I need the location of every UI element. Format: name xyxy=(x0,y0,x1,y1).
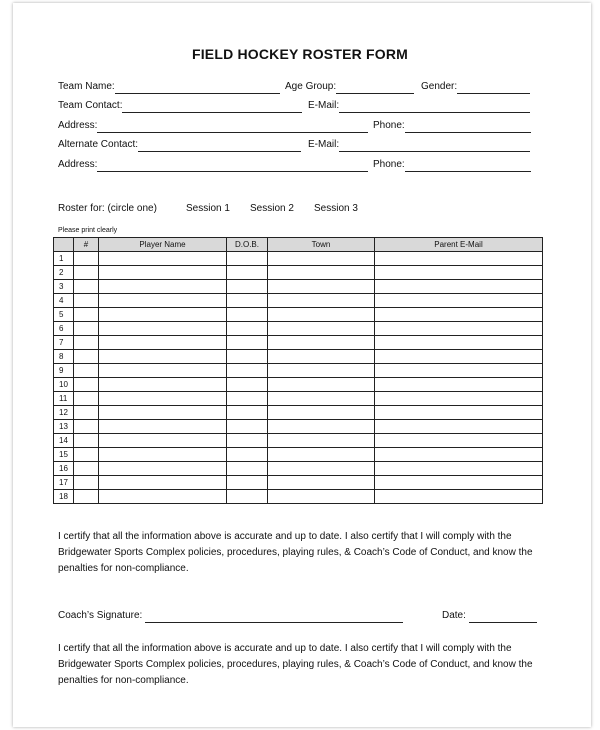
dob-cell[interactable] xyxy=(227,378,268,392)
player-name-cell[interactable] xyxy=(99,252,227,266)
parent-email-cell[interactable] xyxy=(375,448,543,462)
row-number: 7 xyxy=(54,336,74,350)
parent-email-cell[interactable] xyxy=(375,406,543,420)
row-hash-cell[interactable] xyxy=(74,294,99,308)
roster-header-row xyxy=(54,238,543,252)
parent-email-cell[interactable] xyxy=(375,364,543,378)
date-blank[interactable] xyxy=(469,611,537,623)
parent-email-cell[interactable] xyxy=(375,350,543,364)
alternate-contact-label: Alternate Contact: xyxy=(58,139,139,150)
header-parent-email: Parent E-Mail xyxy=(375,238,543,252)
player-name-cell[interactable] xyxy=(99,406,227,420)
coach-signature-label: Coach’s Signature: xyxy=(58,610,143,621)
session-3-option[interactable]: Session 3 xyxy=(314,203,358,214)
table-row xyxy=(54,434,543,448)
parent-email-cell[interactable] xyxy=(375,490,543,504)
phone-label-1: Phone: xyxy=(373,120,405,131)
table-row xyxy=(54,280,543,294)
certification-text-1: I certify that all the information above is accurate and up to date. I also certify that I will comply with the Bridgewater Sports Complex policies, procedures, playing rules, & Coach’s Code of Conduct, and know the penalties for non-compliance. xyxy=(58,531,533,574)
dob-cell[interactable] xyxy=(227,252,268,266)
row-hash-cell[interactable] xyxy=(74,280,99,294)
email-blank-2[interactable] xyxy=(339,140,530,152)
parent-email-cell[interactable] xyxy=(375,280,543,294)
email-label-1: E-Mail: xyxy=(308,100,340,111)
address-blank-1[interactable] xyxy=(97,121,368,133)
dob-cell[interactable] xyxy=(227,406,268,420)
header-player-name: Player Name xyxy=(99,238,227,252)
player-name-cell[interactable] xyxy=(99,434,227,448)
table-row xyxy=(54,252,543,266)
row-hash-cell[interactable] xyxy=(74,392,99,406)
phone-field-1[interactable] xyxy=(373,119,531,133)
dob-cell[interactable] xyxy=(227,322,268,336)
town-cell[interactable] xyxy=(268,420,375,434)
team-name-field[interactable] xyxy=(58,80,280,94)
town-cell[interactable] xyxy=(268,448,375,462)
date-field[interactable] xyxy=(442,609,537,623)
table-row xyxy=(54,308,543,322)
town-cell[interactable] xyxy=(268,434,375,448)
email-blank-1[interactable] xyxy=(339,101,530,113)
header-number: # xyxy=(74,238,99,252)
phone-blank-2[interactable] xyxy=(405,160,531,172)
table-row xyxy=(54,476,543,490)
table-row xyxy=(54,322,543,336)
row-number: 12 xyxy=(54,406,74,420)
table-row xyxy=(54,462,543,476)
table-row xyxy=(54,266,543,280)
town-cell[interactable] xyxy=(268,266,375,280)
town-cell[interactable] xyxy=(268,350,375,364)
parent-email-cell[interactable] xyxy=(375,392,543,406)
player-name-cell[interactable] xyxy=(99,322,227,336)
town-cell[interactable] xyxy=(268,336,375,350)
row-hash-cell[interactable] xyxy=(74,434,99,448)
row-number: 15 xyxy=(54,448,74,462)
town-cell[interactable] xyxy=(268,308,375,322)
row-number: 17 xyxy=(54,476,74,490)
certification-text-2: I certify that all the information above is accurate and up to date. I also certify that I will comply with the Bridgewater Sports Complex policies, procedures, playing rules, & Coach’s Code of Conduct, and know the penalties for non-compliance. xyxy=(58,643,533,686)
row-hash-cell[interactable] xyxy=(74,336,99,350)
row-number: 5 xyxy=(54,308,74,322)
dob-cell[interactable] xyxy=(227,434,268,448)
dob-cell[interactable] xyxy=(227,308,268,322)
player-name-cell[interactable] xyxy=(99,420,227,434)
address-label-1: Address: xyxy=(58,120,98,131)
player-name-cell[interactable] xyxy=(99,280,227,294)
form-title: FIELD HOCKEY ROSTER FORM xyxy=(191,46,409,62)
row-number: 14 xyxy=(54,434,74,448)
row-number: 16 xyxy=(54,462,74,476)
row-hash-cell[interactable] xyxy=(74,462,99,476)
age-group-blank[interactable] xyxy=(336,82,414,94)
player-name-cell[interactable] xyxy=(99,308,227,322)
table-row xyxy=(54,448,543,462)
parent-email-cell[interactable] xyxy=(375,420,543,434)
row-number: 10 xyxy=(54,378,74,392)
dob-cell[interactable] xyxy=(227,350,268,364)
row-hash-cell[interactable] xyxy=(74,322,99,336)
table-row xyxy=(54,350,543,364)
dob-cell[interactable] xyxy=(227,266,268,280)
player-name-cell[interactable] xyxy=(99,350,227,364)
parent-email-cell[interactable] xyxy=(375,462,543,476)
team-name-blank[interactable] xyxy=(115,82,280,94)
team-contact-label: Team Contact: xyxy=(58,100,123,111)
team-name-label: Team Name: xyxy=(58,81,115,92)
player-name-cell[interactable] xyxy=(99,294,227,308)
parent-email-cell[interactable] xyxy=(375,476,543,490)
address-label-2: Address: xyxy=(58,159,98,170)
address-blank-2[interactable] xyxy=(97,160,368,172)
table-row xyxy=(54,364,543,378)
date-label: Date: xyxy=(442,610,466,621)
row-hash-cell[interactable] xyxy=(74,406,99,420)
phone-blank-1[interactable] xyxy=(405,121,531,133)
row-number: 4 xyxy=(54,294,74,308)
row-hash-cell[interactable] xyxy=(74,252,99,266)
town-cell[interactable] xyxy=(268,490,375,504)
dob-cell[interactable] xyxy=(227,476,268,490)
dob-cell[interactable] xyxy=(227,364,268,378)
dob-cell[interactable] xyxy=(227,420,268,434)
player-name-cell[interactable] xyxy=(99,392,227,406)
parent-email-cell[interactable] xyxy=(375,378,543,392)
town-cell[interactable] xyxy=(268,322,375,336)
print-clearly-note: Please print clearly xyxy=(58,227,118,234)
town-cell[interactable] xyxy=(268,280,375,294)
parent-email-cell[interactable] xyxy=(375,434,543,448)
address-field-1[interactable] xyxy=(58,119,368,133)
row-number: 8 xyxy=(54,350,74,364)
parent-email-cell[interactable] xyxy=(375,336,543,350)
player-name-cell[interactable] xyxy=(99,462,227,476)
gender-field[interactable] xyxy=(421,80,530,94)
dob-cell[interactable] xyxy=(227,392,268,406)
town-cell[interactable] xyxy=(268,476,375,490)
dob-cell[interactable] xyxy=(227,462,268,476)
table-row xyxy=(54,420,543,434)
dob-cell[interactable] xyxy=(227,336,268,350)
row-number: 13 xyxy=(54,420,74,434)
alternate-contact-blank[interactable] xyxy=(138,140,301,152)
player-name-cell[interactable] xyxy=(99,336,227,350)
player-name-cell[interactable] xyxy=(99,448,227,462)
town-cell[interactable] xyxy=(268,462,375,476)
parent-email-cell[interactable] xyxy=(375,294,543,308)
parent-email-cell[interactable] xyxy=(375,252,543,266)
gender-label: Gender: xyxy=(421,81,458,92)
table-row xyxy=(54,392,543,406)
table-row xyxy=(54,336,543,350)
parent-email-cell[interactable] xyxy=(375,266,543,280)
row-number: 1 xyxy=(54,252,74,266)
player-name-cell[interactable] xyxy=(99,490,227,504)
row-hash-cell[interactable] xyxy=(74,350,99,364)
row-number: 18 xyxy=(54,490,74,504)
session-2-option[interactable]: Session 2 xyxy=(250,203,294,214)
player-name-cell[interactable] xyxy=(99,364,227,378)
gender-blank[interactable] xyxy=(457,82,530,94)
roster-for-label: Roster for: (circle one) xyxy=(58,203,157,214)
dob-cell[interactable] xyxy=(227,448,268,462)
town-cell[interactable] xyxy=(268,392,375,406)
table-row xyxy=(54,378,543,392)
parent-email-cell[interactable] xyxy=(375,308,543,322)
coach-signature-blank[interactable] xyxy=(145,611,403,623)
row-hash-cell[interactable] xyxy=(74,378,99,392)
dob-cell[interactable] xyxy=(227,294,268,308)
email-field-1[interactable] xyxy=(308,99,530,113)
dob-cell[interactable] xyxy=(227,280,268,294)
row-hash-cell[interactable] xyxy=(74,420,99,434)
header-blank xyxy=(54,238,74,252)
row-hash-cell[interactable] xyxy=(74,266,99,280)
table-row xyxy=(54,294,543,308)
session-1-option[interactable]: Session 1 xyxy=(186,203,230,214)
alternate-contact-field[interactable] xyxy=(58,138,301,152)
player-name-cell[interactable] xyxy=(99,378,227,392)
row-number: 2 xyxy=(54,266,74,280)
row-hash-cell[interactable] xyxy=(74,364,99,378)
table-row xyxy=(54,490,543,504)
row-hash-cell[interactable] xyxy=(74,490,99,504)
player-name-cell[interactable] xyxy=(99,476,227,490)
header-dob: D.O.B. xyxy=(227,238,268,252)
table-row xyxy=(54,406,543,420)
row-number: 6 xyxy=(54,322,74,336)
town-cell[interactable] xyxy=(268,294,375,308)
coach-signature-field[interactable] xyxy=(58,609,403,623)
town-cell[interactable] xyxy=(268,406,375,420)
age-group-label: Age Group: xyxy=(285,81,337,92)
town-cell[interactable] xyxy=(268,378,375,392)
row-number: 11 xyxy=(54,392,74,406)
team-contact-blank[interactable] xyxy=(122,101,302,113)
email-label-2: E-Mail: xyxy=(308,139,340,150)
dob-cell[interactable] xyxy=(227,490,268,504)
roster-table xyxy=(53,237,543,504)
email-field-2[interactable] xyxy=(308,138,530,152)
row-hash-cell[interactable] xyxy=(74,448,99,462)
phone-field-2[interactable] xyxy=(373,158,531,172)
row-number: 9 xyxy=(54,364,74,378)
parent-email-cell[interactable] xyxy=(375,322,543,336)
town-cell[interactable] xyxy=(268,364,375,378)
age-group-field[interactable] xyxy=(285,80,414,94)
row-hash-cell[interactable] xyxy=(74,476,99,490)
address-field-2[interactable] xyxy=(58,158,368,172)
player-name-cell[interactable] xyxy=(99,266,227,280)
town-cell[interactable] xyxy=(268,252,375,266)
team-contact-field[interactable] xyxy=(58,99,302,113)
row-hash-cell[interactable] xyxy=(74,308,99,322)
row-number: 3 xyxy=(54,280,74,294)
phone-label-2: Phone: xyxy=(373,159,405,170)
header-town: Town xyxy=(268,238,375,252)
